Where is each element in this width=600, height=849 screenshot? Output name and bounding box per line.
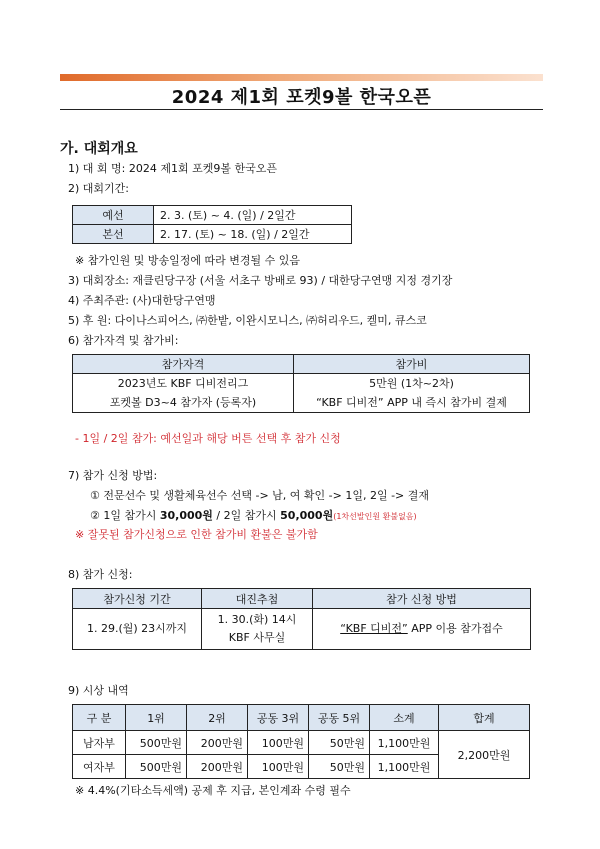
prize-first-cell: 500만원 bbox=[126, 755, 187, 779]
method-step2-prefix: ② 1일 참가시 bbox=[90, 509, 160, 522]
apply-table bbox=[72, 588, 531, 650]
table-header-row bbox=[73, 355, 530, 374]
prize-division-cell: 남자부 bbox=[73, 731, 126, 755]
prize-header-second: 2위 bbox=[187, 705, 248, 731]
method-step2 bbox=[90, 507, 417, 523]
title-top-band bbox=[60, 74, 543, 81]
fee-amount-line2: “KBF 디비전” APP 내 즉시 참가비 결제 bbox=[316, 396, 507, 409]
apply-draw-line2: KBF 사무실 bbox=[228, 631, 286, 644]
apply-draw-line1: 1. 30.(화) 14시 bbox=[217, 613, 297, 626]
apply-period-cell: 1. 29.(월) 23시까지 bbox=[73, 609, 202, 650]
period-value-cell: 2. 3. (토) ~ 4. (일) / 2일간 bbox=[154, 206, 352, 225]
apply-header-method: 참가 신청 방법 bbox=[313, 589, 531, 609]
period-table bbox=[72, 205, 352, 244]
table-row bbox=[73, 609, 531, 650]
apply-heading: 8) 참가 신청: bbox=[68, 568, 133, 581]
table-row bbox=[73, 206, 352, 225]
fee-amount-line1: 5만원 (1차~2차) bbox=[369, 377, 454, 390]
venue-line: 3) 대회장소: 재클린당구장 (서울 서초구 방배로 93) / 대한당구연맹 지정 경기장 bbox=[68, 274, 453, 287]
apply-method-rest: APP 이용 참가접수 bbox=[407, 622, 503, 635]
prize-third-cell: 100만원 bbox=[248, 755, 309, 779]
method-step2-mid: / 2일 참가시 bbox=[212, 509, 281, 522]
prize-second-cell: 200만원 bbox=[187, 755, 248, 779]
prize-header-fifth: 공동 5위 bbox=[309, 705, 370, 731]
prize-heading: 9) 시상 내역 bbox=[68, 684, 129, 697]
prize-table bbox=[72, 704, 530, 779]
apply-draw-cell bbox=[202, 609, 313, 650]
prize-note: ※ 4.4%(기타소득세액) 공제 후 지급, 본인계좌 수령 필수 bbox=[75, 784, 351, 797]
prize-total-cell: 2,200만원 bbox=[439, 731, 530, 779]
apply-header-draw: 대진추첨 bbox=[202, 589, 313, 609]
method-step1: ① 전문선수 및 생활체육선수 선택 -> 남, 여 확인 -> 1일, 2일 -> 결재 bbox=[90, 489, 430, 502]
method-step2-note: (1차선발인원 환불없음) bbox=[333, 512, 417, 521]
fee-eligibility-cell bbox=[73, 374, 294, 413]
method-heading: 7) 참가 신청 방법: bbox=[68, 469, 158, 482]
table-row bbox=[73, 225, 352, 244]
prize-subtotal-cell: 1,100만원 bbox=[370, 755, 439, 779]
prize-first-cell: 500만원 bbox=[126, 731, 187, 755]
prize-fifth-cell: 50만원 bbox=[309, 731, 370, 755]
prize-header-division: 구 분 bbox=[73, 705, 126, 731]
fee-amount-cell bbox=[294, 374, 530, 413]
prize-subtotal-cell: 1,100만원 bbox=[370, 731, 439, 755]
event-name-line: 1) 대 회 명: 2024 제1회 포켓9볼 한국오픈 bbox=[68, 162, 277, 175]
prize-header-third: 공동 3위 bbox=[248, 705, 309, 731]
prize-second-cell: 200만원 bbox=[187, 731, 248, 755]
apply-method-cell bbox=[313, 609, 531, 650]
prize-header-first: 1위 bbox=[126, 705, 187, 731]
title-underline bbox=[60, 109, 543, 110]
fee-eligibility-line2: 포켓볼 D3~4 참가자 (등록자) bbox=[109, 396, 257, 409]
method-step2-amount2: 50,000원 bbox=[280, 509, 334, 522]
table-header-row bbox=[73, 705, 530, 731]
eligibility-line: 6) 참가자격 및 참가비: bbox=[68, 334, 179, 347]
refund-warning: ※ 잘못된 참가신청으로 인한 참가비 환불은 불가함 bbox=[75, 528, 318, 541]
fee-note: - 1일 / 2일 참가: 예선일과 해당 버튼 선택 후 참가 신청 bbox=[75, 432, 341, 445]
method-step2-amount1: 30,000원 bbox=[159, 509, 213, 522]
period-label-cell: 예선 bbox=[73, 206, 154, 225]
fee-header-eligibility: 참가자격 bbox=[73, 355, 294, 374]
period-value-cell: 2. 17. (토) ~ 18. (일) / 2일간 bbox=[154, 225, 352, 244]
fee-header-fee: 참가비 bbox=[294, 355, 530, 374]
section-heading: 가. 대회개요 bbox=[60, 141, 138, 157]
apply-method-app-name: “KBF 디비전” bbox=[340, 622, 408, 635]
apply-header-period: 참가신청 기간 bbox=[73, 589, 202, 609]
sponsor-line: 5) 후 원: 다이나스피어스, ㈜한밭, 이완시모니스, ㈜허리우드, 켈미, 큐스코 bbox=[68, 314, 427, 327]
fee-table bbox=[72, 354, 530, 413]
prize-third-cell: 100만원 bbox=[248, 731, 309, 755]
fee-eligibility-line1: 2023년도 KBF 디비전리그 bbox=[117, 377, 249, 390]
prize-header-total: 합계 bbox=[439, 705, 530, 731]
page-title: 2024 제1회 포켓9볼 한국오픈 bbox=[171, 87, 432, 108]
prize-fifth-cell: 50만원 bbox=[309, 755, 370, 779]
table-row bbox=[73, 374, 530, 413]
table-header-row bbox=[73, 589, 531, 609]
prize-header-subtotal: 소계 bbox=[370, 705, 439, 731]
prize-division-cell: 여자부 bbox=[73, 755, 126, 779]
period-label-line: 2) 대회기간: bbox=[68, 182, 129, 195]
table-row bbox=[73, 731, 530, 755]
organizer-line: 4) 주최주관: (사)대한당구연맹 bbox=[68, 294, 216, 307]
period-label-cell: 본선 bbox=[73, 225, 154, 244]
period-note: ※ 참가인원 및 방송일정에 따라 변경될 수 있음 bbox=[75, 254, 300, 267]
